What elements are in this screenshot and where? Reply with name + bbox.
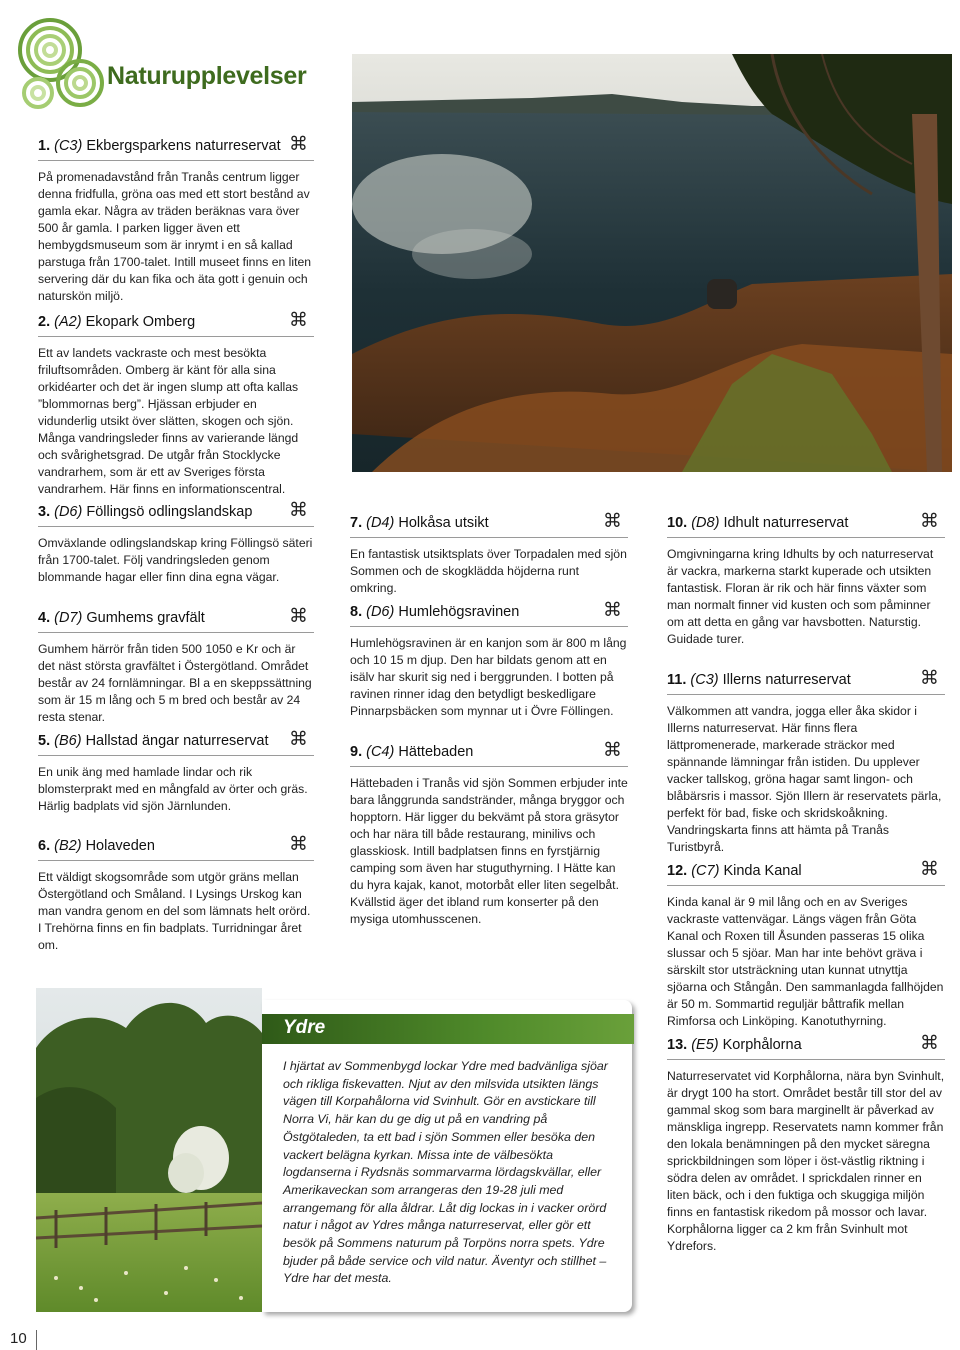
- section-body: Kinda kanal är 9 mil lång och en av Sveriges vackraste vattenvägar. Längs vägen från Göta Kanal och Roxen till Åsunden passeras 15 olika slussar och 5 sjöar. Man har inte behövt gräva i särskilt stor utsträckning utan kunnat utnyttja sjöarna och Stångån. Den sammanlagda fallhöjden är 50 m. Sommartid reguljär båttrafik mellan Rimforsa och Linköping. Kanotuthyrning.: [667, 895, 944, 1028]
- section-title: Holkåsa utsikt: [398, 515, 489, 531]
- map-code: (B2): [54, 838, 82, 854]
- section-title: Korphålorna: [722, 1037, 802, 1053]
- section-number: 1.: [38, 138, 51, 154]
- ydre-text: I hjärtat av Sommenbygd lockar Ydre med badvänliga sjöar och rikliga fiskevatten. Njut av den milsvida utsikten längs vägen till Korpahålorna vid Svinhult. Gör en avstickare till Norra Vi, här kan du ge dig ut på en vandring på Östgötaleden, ta ett bad i sjön Sommen eller besöka den vackert belägna kyrkan. Missa inte de välbesökta logdanserna i Rydsnäs sommarvarma lördagskvällar, eller Amerikaveckan som arrangeras den 19-28 juli med arrangemang för alla åldrar. Låt dig lockas in i vacker orörd natur i något av Ydres många naturreservat, eller gör ett besök på Sommens naturum på Torpöns norra spets. Ydre bjuder på både service och vild natur. Äventyr och stillhet – Ydre har det mesta.: [283, 1059, 608, 1286]
- section-body: Naturreservatet vid Korphålorna, nära byn Svinhult, är drygt 100 ha stort. Området består till stor del av gammal skog som bara marginellt är påverkad av mänskliga ingrepp. Reservatets namn kommer från den lokala benämningen på den mycket säregna sprickbildningen som löper i öst-västlig riktning i södra delen av området. I sprickdalen rinner en liten bäck, och i den fuktiga och skuggiga miljön finns en fantastisk rikedom på mossor och lavar. Korphålorna ligger ca 2 km från Svinhult mot Ydrefors.: [667, 1069, 945, 1253]
- meadow-photo: [36, 988, 262, 1312]
- section-12: [667, 858, 945, 1030]
- section-8: [350, 599, 628, 720]
- section-heading: [667, 858, 945, 886]
- map-code: (D7): [54, 610, 83, 626]
- section-title: Kinda Kanal: [723, 863, 802, 879]
- command-icon: ⌘: [289, 728, 308, 750]
- section-body: Omväxlande odlingslandskap kring Föllingsö säteri från 1700-talet. Följ vandringsleden genom blommande hagar eller finn dina egna vägar.: [38, 536, 313, 584]
- map-code: (D4): [366, 515, 395, 531]
- green-rings-logo: [10, 5, 115, 120]
- section-3: [38, 499, 314, 586]
- command-icon: ⌘: [289, 133, 308, 155]
- section-number: 8.: [350, 604, 363, 620]
- command-icon: ⌘: [289, 833, 308, 855]
- section-1: [38, 133, 314, 305]
- section-heading: [350, 599, 628, 627]
- section-title: Hallstad ängar naturreservat: [85, 733, 269, 749]
- section-heading: [38, 133, 314, 161]
- section-number: 4.: [38, 610, 51, 626]
- section-7: [350, 510, 628, 597]
- page-title: Naturupplevelser: [107, 62, 307, 90]
- command-icon: ⌘: [920, 1032, 939, 1054]
- command-icon: ⌘: [920, 510, 939, 532]
- command-icon: ⌘: [289, 499, 308, 521]
- section-9: [350, 739, 628, 928]
- section-heading: [350, 510, 628, 538]
- section-body: Ett av landets vackraste och mest besökta friluftsområden. Omberg är känt för alla sina orkidéarter och det är ingen slump att ofta kallas ”blommornas berg”. Hjässan erbjuder en vidunderlig utsikt över slätten, skogen och sjön. Många vandringsleder finns av varierande längd och svårighetsgrad. De utgår från Stocklycke vandrarhem, som är ett av Sveriges första vandrarhem. Här finns en informationscentral.: [38, 346, 299, 496]
- section-title: Hättebaden: [398, 744, 474, 760]
- lake-sunset-photo: [352, 54, 952, 472]
- section-number: 3.: [38, 504, 51, 520]
- command-icon: ⌘: [920, 667, 939, 689]
- section-body: Ett väldigt skogsområde som utgör gräns mellan Östergötland och Småland. I Lysings Urskog kan man vandra genom en del som lämnats helt orörd. I Trehörna finns en fin badplats. Turridningar året om.: [38, 870, 311, 952]
- command-icon: ⌘: [603, 510, 622, 532]
- map-code: (D6): [366, 604, 395, 620]
- command-icon: ⌘: [920, 858, 939, 880]
- map-code: (C7): [691, 863, 720, 879]
- section-6: [38, 833, 314, 954]
- section-heading: [667, 510, 945, 538]
- section-title: Illerns naturreservat: [722, 672, 851, 688]
- section-heading: [38, 833, 314, 861]
- section-heading: [38, 499, 314, 527]
- section-number: 9.: [350, 744, 363, 760]
- section-13: [667, 1032, 945, 1255]
- section-5: [38, 728, 314, 815]
- ydre-title: Ydre: [283, 1017, 326, 1038]
- section-title: Föllingsö odlingslandskap: [86, 504, 253, 520]
- map-code: (C3): [690, 672, 719, 688]
- map-code: (C3): [54, 138, 83, 154]
- command-icon: ⌘: [603, 739, 622, 761]
- section-heading: [38, 309, 314, 337]
- command-icon: ⌘: [289, 605, 308, 627]
- section-10: [667, 510, 945, 648]
- section-heading: [38, 728, 314, 756]
- map-code: (D6): [54, 504, 83, 520]
- section-number: 6.: [38, 838, 51, 854]
- section-body: Humlehögsravinen är en kanjon som är 800 m lång och 10 15 m djup. Den har bildats genom att en isälv har skurit sig ned i berggrunden. I botten på ravinen rinner idag den betydligt beskedligare Pinnarpsbäcken som mynnar ut i Övre Föllingen.: [350, 636, 627, 718]
- section-4: [38, 605, 314, 726]
- section-title: Ekopark Omberg: [85, 314, 196, 330]
- section-title: Humlehögsravinen: [398, 604, 520, 620]
- section-body: En fantastisk utsiktsplats över Torpadalen med sjön Sommen och de skogklädda höjderna runt omkring.: [350, 547, 627, 595]
- section-heading: [667, 1032, 945, 1060]
- section-2: [38, 309, 314, 498]
- command-icon: ⌘: [289, 309, 308, 331]
- section-11: [667, 667, 945, 856]
- section-heading: [350, 739, 628, 767]
- section-body: På promenadavstånd från Tranås centrum ligger denna fridfulla, gröna oas med ett stort bestånd av gamla ekar. Några av träden beräknas vara över 500 år gamla. I parken ligger även ett hembygdsmuseum som är inrymt i en så kallad parstuga från 1700-talet. Intill museet finns en liten servering där du kan fika och äta gott i genuin och naturskön miljö.: [38, 170, 312, 303]
- map-code: (D8): [691, 515, 720, 531]
- footer-divider: [36, 1330, 37, 1350]
- section-title: Idhult naturreservat: [723, 515, 849, 531]
- section-body: En unik äng med hamlade lindar och rik blomsterprakt med en mångfald av örter och gräs. Härlig badplats vid sjön Järnlunden.: [38, 765, 308, 813]
- section-number: 2.: [38, 314, 51, 330]
- map-code: (B6): [54, 733, 82, 749]
- section-body: Välkommen att vandra, jogga eller åka skidor i Illerns naturreservat. Här finns flera lättpromenerade, markerade sträckor med spännande lämningar från istiden. Du upplever vacker tallskog, gröna hagar samt lingon- och blåbärsris i massor. Sjön Illern är reservatets pärla, perfekt för bad, fiske och skridskoåkning. Vandringskarta finns att hämta på Tranås Turistbyrå.: [667, 704, 942, 854]
- page-number: 10: [10, 1330, 27, 1347]
- section-number: 12.: [667, 863, 688, 879]
- command-icon: ⌘: [603, 599, 622, 621]
- map-code: (A2): [54, 314, 82, 330]
- section-body: Omgivningarna kring Idhults by och naturreservat är vackra, markerna starkt kuperade och utsikten fantastisk. Floran är rik och här finns växter som man normalt finner vid kusten och som påminner om att detta en gång var havsbotten. Naturstig. Guidade turer.: [667, 547, 934, 646]
- section-number: 10.: [667, 515, 688, 531]
- section-title: Gumhems gravfält: [86, 610, 205, 626]
- section-number: 13.: [667, 1037, 688, 1053]
- section-number: 7.: [350, 515, 363, 531]
- section-heading: [667, 667, 945, 695]
- section-body: Gumhem härrör från tiden 500 1050 e Kr och är det näst största gravfältet i Östergötland. Området består av 24 fornlämningar. Bl a en skeppssättning som är 15 m lång och 5 m bred och består av 24 resta stenar.: [38, 642, 312, 724]
- section-body: Hättebaden i Tranås vid sjön Sommen erbjuder inte bara långgrunda sandstränder, många bryggor och hopptorn. Här ligger du bekvämt på stora gräsytor och har nära till både restaurang, minilivs och glasskiosk. Intill badplatsen finns en fyrstjärnig camping som även har stuguthyrning. I Hätte kan du hyra kajak, kanot, motorbåt eller liten segelbåt. Kvällstid äger det ibland rum konserter på den mysiga utomhusscenen.: [350, 776, 628, 926]
- map-code: (C4): [366, 744, 395, 760]
- section-heading: [38, 605, 314, 633]
- section-number: 11.: [667, 672, 687, 688]
- section-number: 5.: [38, 733, 51, 749]
- section-title: Ekbergsparkens naturreservat: [86, 138, 281, 154]
- map-code: (E5): [691, 1037, 719, 1053]
- section-title: Holaveden: [85, 838, 155, 854]
